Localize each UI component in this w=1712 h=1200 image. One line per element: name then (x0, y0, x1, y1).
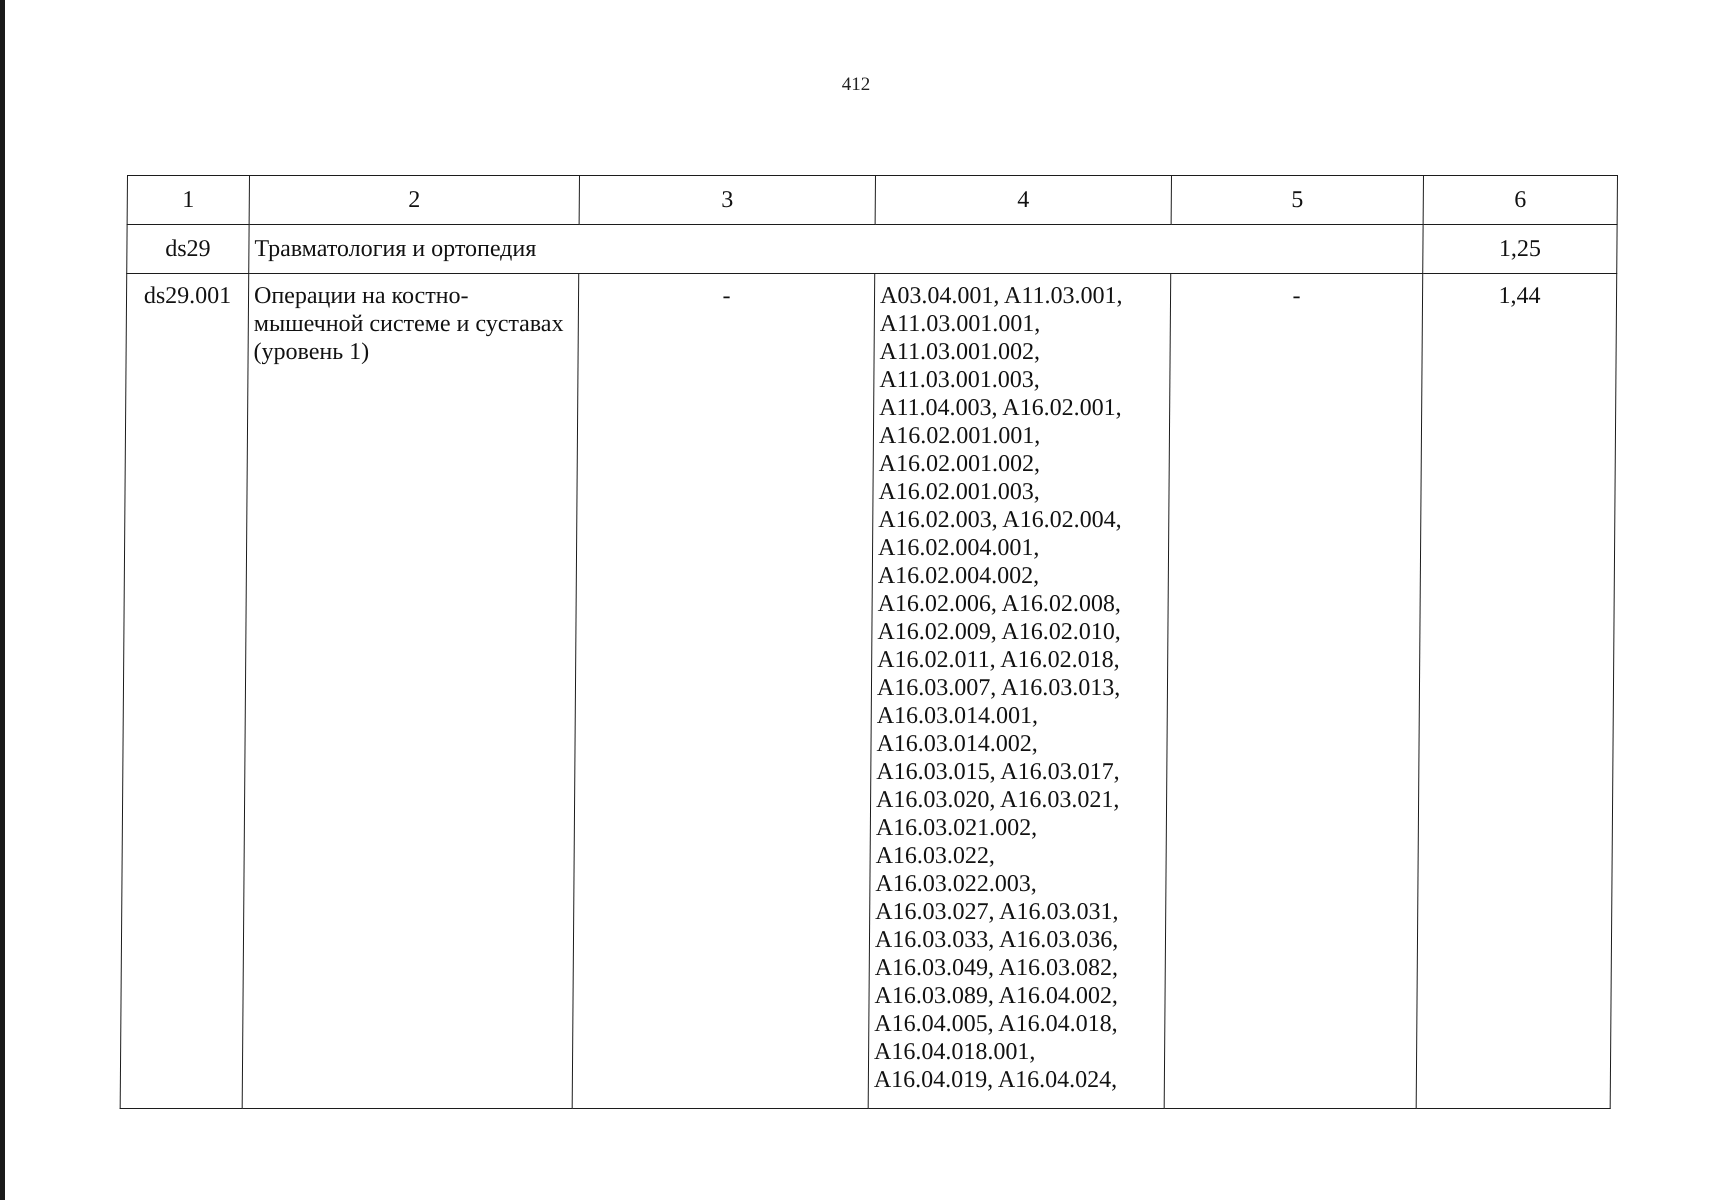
service-code-line: A16.02.001.002, (878, 451, 1041, 477)
service-code-line: A16.03.022.003, (875, 871, 1037, 897)
section-coefficient: 1,25 (1423, 225, 1617, 274)
service-code-line: A16.02.003, A16.02.004, (878, 507, 1122, 533)
column-number-3: 3 (579, 176, 875, 225)
service-code-line: A16.03.089, A16.04.002, (874, 983, 1118, 1009)
service-code-line: A16.03.022, (875, 843, 996, 869)
service-code-line: A16.03.021.002, (875, 815, 1038, 841)
service-code-line: A16.04.018.001, (874, 1039, 1036, 1065)
service-codes-cell (868, 274, 1171, 1109)
row-name: Операции на костно-мышечной системе и суставах (уровень 1) (242, 274, 579, 1109)
service-code-line: A11.03.001.003, (879, 367, 1040, 393)
tariff-table (120, 175, 1618, 1109)
service-code-line: A16.03.027, A16.03.031, (875, 899, 1119, 925)
service-code-line: A16.02.011, A16.02.018, (877, 647, 1120, 673)
service-code-line: A16.03.015, A16.03.017, (876, 759, 1120, 785)
column-number-row (127, 176, 1617, 225)
row-coefficient: 1,44 (1416, 274, 1617, 1109)
service-code-line: A16.03.007, A16.03.013, (876, 675, 1121, 701)
page-number: 412 (841, 74, 871, 95)
service-code-line: A16.03.014.002, (876, 731, 1038, 757)
service-code-line: A16.03.033, A16.03.036, (874, 927, 1119, 953)
service-code-line: A16.02.004.001, (877, 535, 1040, 561)
service-code-line: A11.04.003, A16.02.001, (879, 395, 1122, 421)
service-code-line: A03.04.001, A11.03.001, (879, 283, 1123, 309)
scan-left-edge (0, 0, 5, 1200)
service-code-line: A16.03.014.001, (876, 703, 1039, 729)
row-col3-value: - (572, 274, 875, 1109)
service-code-line: A16.02.004.002, (877, 563, 1040, 589)
service-code-line: A16.03.020, A16.03.021, (875, 787, 1120, 813)
section-name: Травматология и ортопедия (249, 225, 1423, 274)
row-col5-value: - (1164, 274, 1423, 1109)
table-row (120, 274, 1617, 1109)
row-code: ds29.001 (120, 274, 249, 1109)
service-code-line: A16.03.049, A16.03.082, (874, 955, 1119, 981)
service-code-line: A11.03.001.001, (879, 311, 1041, 337)
section-row (127, 225, 1617, 274)
column-number-4: 4 (875, 176, 1171, 225)
column-number-6: 6 (1423, 176, 1617, 225)
service-code-line: A16.02.001.001, (878, 423, 1041, 449)
service-code-line: A16.04.005, A16.04.018, (874, 1011, 1118, 1037)
service-code-line: A11.03.001.002, (879, 339, 1041, 365)
service-code-line: A16.02.006, A16.02.008, (877, 591, 1122, 617)
column-number-2: 2 (249, 176, 579, 225)
service-code-line: A16.02.001.003, (878, 479, 1040, 505)
column-number-1: 1 (127, 176, 249, 225)
section-code: ds29 (127, 225, 249, 274)
service-code-line: A16.04.019, A16.04.024, (873, 1067, 1118, 1093)
column-number-5: 5 (1171, 176, 1423, 225)
service-code-line: A16.02.009, A16.02.010, (877, 619, 1121, 645)
